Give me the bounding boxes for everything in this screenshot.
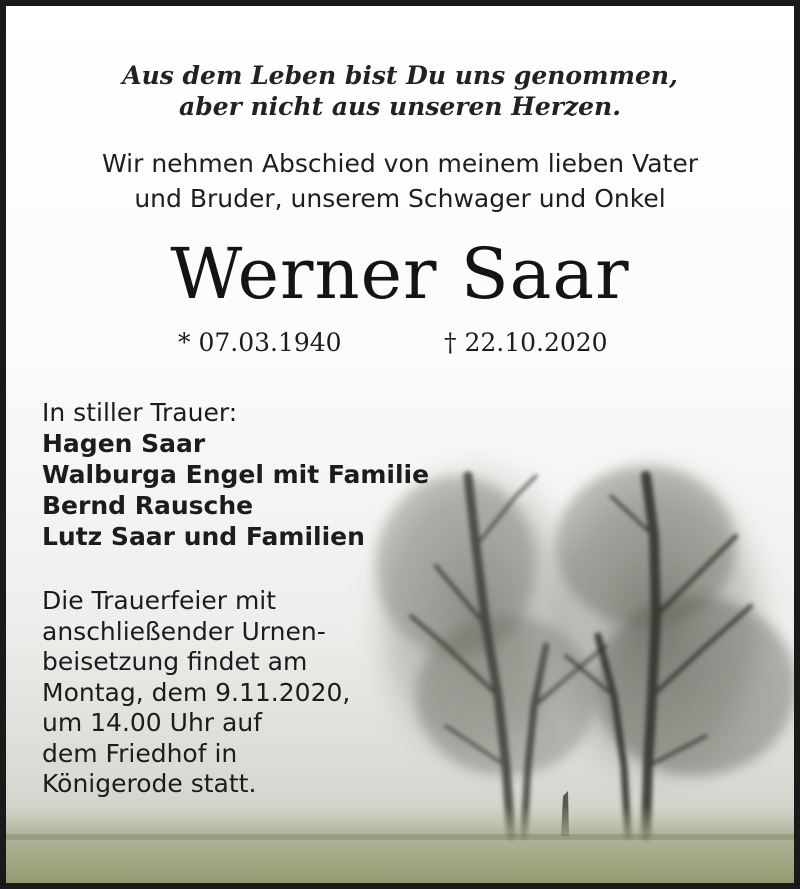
ceremony-line: dem Friedhof in [42,738,238,768]
ground-hedge [6,834,794,840]
ceremony-info [42,586,350,800]
obituary-content [6,6,794,883]
mourners-list [42,397,429,552]
intro-line: und Bruder, unserem Schwager und Onkel [134,184,666,213]
motto [6,60,794,122]
intro-line: Wir nehmen Abschied von meinem lieben Vater [101,149,698,178]
tree-right [526,446,794,836]
ceremony-line: um 14.00 Uhr auf [42,708,262,737]
death-date: † 22.10.2020 [444,328,608,357]
ground-field [6,806,794,883]
ceremony-line: anschließender Urnen- [42,616,326,646]
ceremony-line: Königerode statt. [42,769,257,798]
birth-date: * 07.03.1940 [178,328,342,357]
motto-line: aber nicht aus unseren Herzen. [179,92,621,121]
deceased-name: Werner Saar [170,233,630,315]
mourner-name: Bernd Rausche [42,491,254,520]
ceremony-line: Die Trauerfeier mit [42,586,277,615]
mourners-label: In stiller Trauer: [42,398,238,427]
motto-line: Aus dem Leben bist Du uns genommen, [122,61,678,90]
mourner-name: Lutz Saar und Familien [42,522,365,551]
intro-text [6,146,794,216]
mourner-name: Hagen Saar [42,429,206,458]
ceremony-line: Montag, dem 9.11.2020, [42,677,351,707]
ceremony-line: beisetzung findet am [42,647,308,676]
mourner-name: Walburga Engel mit Familie [42,460,430,489]
